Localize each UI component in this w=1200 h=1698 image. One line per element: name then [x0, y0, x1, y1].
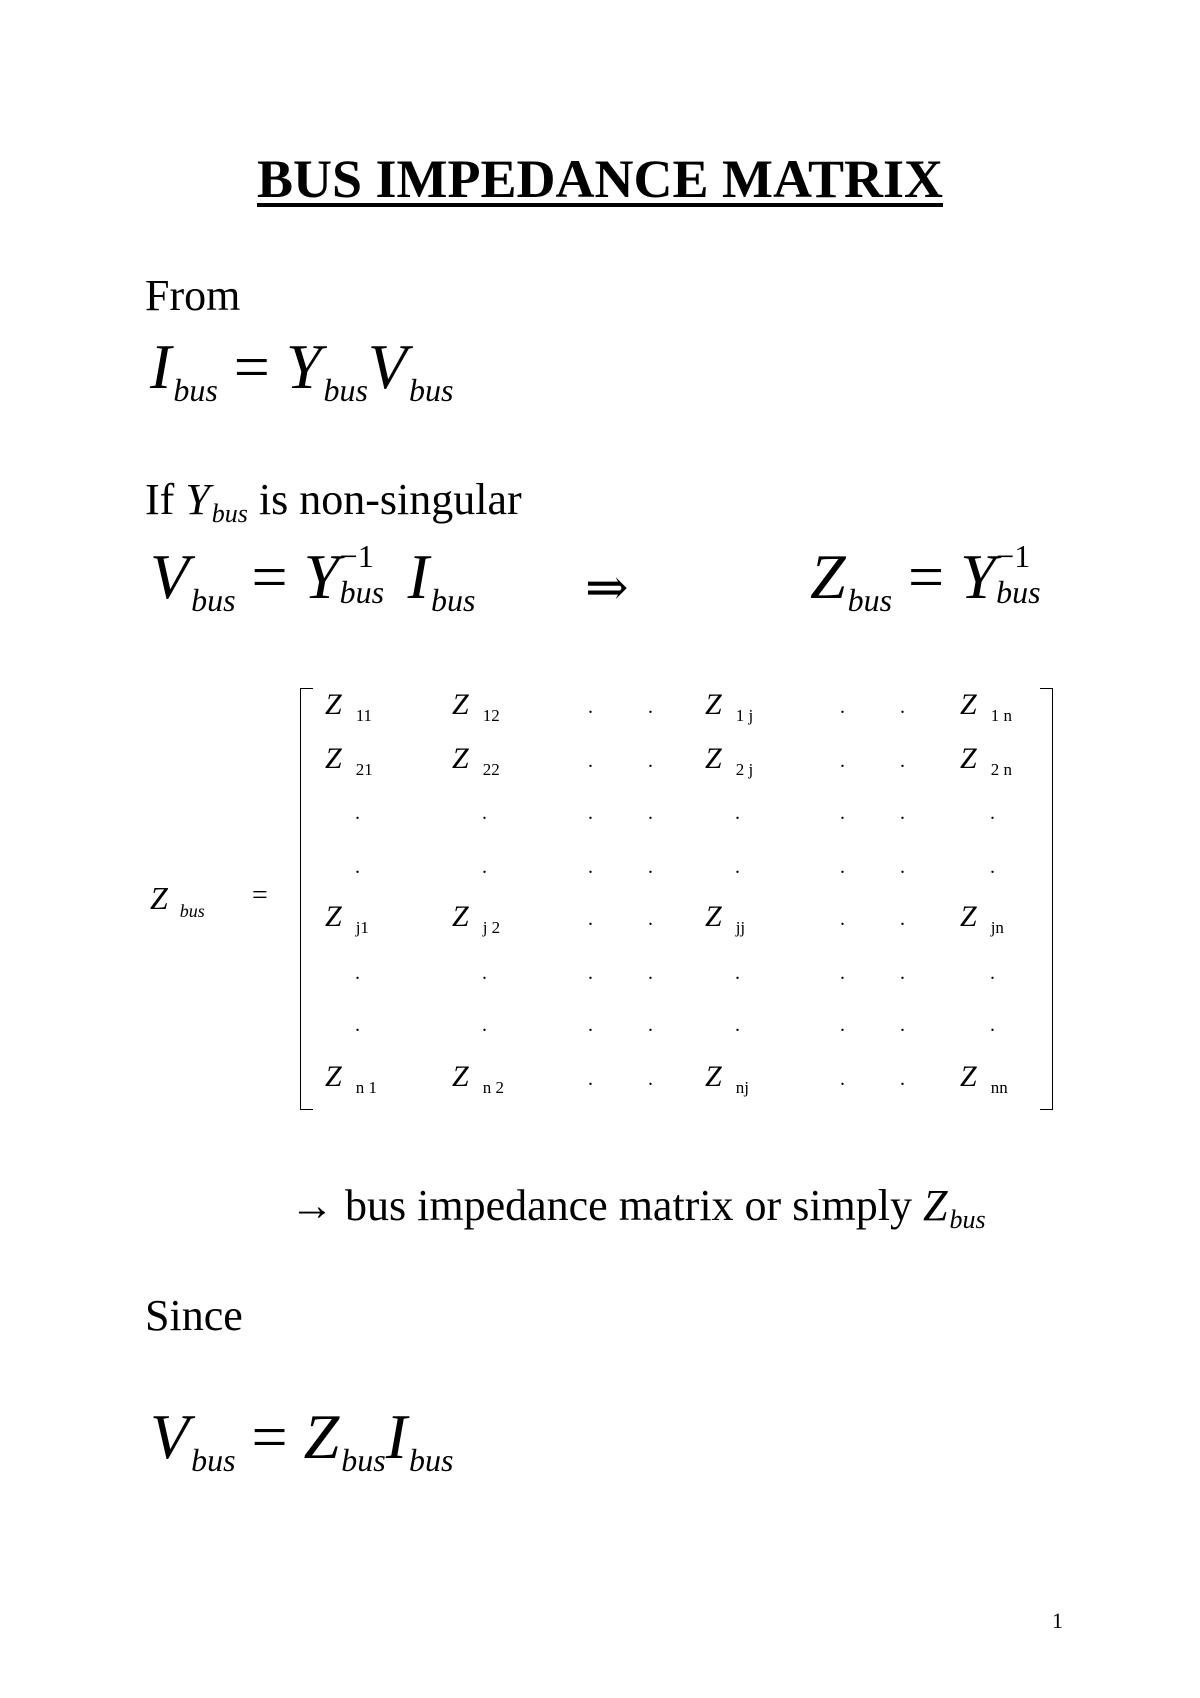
eq4-r1-sub: bus	[341, 1442, 386, 1479]
matrix-ellipsis-dot: .	[355, 802, 360, 824]
nonsingular-condition	[145, 474, 522, 529]
matrix-ellipsis-dot: .	[735, 856, 740, 878]
matrix-ellipsis-dot: .	[735, 802, 740, 824]
matrix-element-index: 2 n	[990, 760, 1012, 779]
matrix-ellipsis-dot: .	[482, 856, 487, 878]
eq1-r2-sub: bus	[409, 372, 454, 409]
zbus-description	[290, 1180, 986, 1235]
matrix-ellipsis-dot: .	[648, 750, 653, 772]
matrix-element-symbol: Z	[452, 742, 469, 775]
matrix-ellipsis-dot: .	[900, 1014, 905, 1036]
matrix-ellipsis-dot: .	[355, 856, 360, 878]
matrix-ellipsis-dot: .	[900, 750, 905, 772]
matrix-ellipsis-dot: .	[840, 856, 845, 878]
matrix-ellipsis-dot: .	[990, 1014, 995, 1036]
matrix-element-symbol: Z	[325, 742, 342, 775]
matrix-element-symbol: Z	[960, 900, 977, 933]
eq4-lhs: V	[150, 1401, 190, 1472]
condition-prefix: If	[145, 475, 186, 524]
matrix-ellipsis-dot: .	[840, 696, 845, 718]
matrix-equals: =	[252, 880, 268, 911]
matrix-element	[325, 900, 369, 938]
matrix-ellipsis-dot: .	[990, 856, 995, 878]
eq1-r1-sub: bus	[323, 372, 368, 409]
matrix-element-symbol: Z	[960, 688, 977, 721]
matrix-element	[705, 688, 753, 726]
matrix-ellipsis-dot: .	[840, 962, 845, 984]
matrix-element-index: jn	[990, 918, 1004, 937]
matrix-left-bracket	[300, 688, 313, 1110]
condition-var-sub: bus	[211, 499, 248, 528]
matrix-ellipsis-dot: .	[648, 1014, 653, 1036]
matrix-ellipsis-dot: .	[355, 962, 360, 984]
equation-zbus-definition	[810, 540, 1040, 619]
matrix-ellipsis-dot: .	[900, 856, 905, 878]
eq1-r2: V	[367, 331, 407, 402]
matrix-ellipsis-dot: .	[648, 962, 653, 984]
from-label: From	[145, 271, 241, 320]
matrix-element	[705, 742, 753, 780]
matrix-element-symbol: Z	[960, 1060, 977, 1093]
matrix-element	[960, 742, 1012, 780]
matrix-ellipsis-dot: .	[900, 908, 905, 930]
matrix-element-index: j 2	[482, 918, 501, 937]
eq1-r1: Y	[285, 331, 322, 402]
since-label: Since	[145, 1291, 243, 1340]
matrix-ellipsis-dot: .	[900, 802, 905, 824]
page-title: BUS IMPEDANCE MATRIX	[256, 149, 944, 209]
matrix-element-index: jj	[735, 918, 746, 937]
matrix-ellipsis-dot: .	[840, 1068, 845, 1090]
matrix-ellipsis-dot: .	[482, 1014, 487, 1036]
matrix-element-symbol: Z	[325, 688, 342, 721]
eq4-r2-sub: bus	[409, 1442, 454, 1479]
matrix-element-symbol: Z	[452, 1060, 469, 1093]
matrix-element-index: nj	[735, 1078, 749, 1097]
matrix-lhs-symbol: Z	[150, 880, 168, 916]
matrix-ellipsis-dot: .	[990, 802, 995, 824]
matrix-element-symbol: Z	[325, 1060, 342, 1093]
matrix-element	[705, 900, 745, 938]
matrix-element	[325, 742, 373, 780]
matrix-element-index: 1 j	[735, 706, 754, 725]
page-number: 1	[1052, 1608, 1063, 1633]
description-var: Z	[923, 1181, 948, 1230]
matrix-ellipsis-dot: .	[588, 802, 593, 824]
matrix-lhs	[150, 880, 205, 922]
eq4-r2: I	[385, 1401, 407, 1472]
matrix-ellipsis-dot: .	[900, 962, 905, 984]
matrix-ellipsis-dot: .	[355, 1014, 360, 1036]
eq3-r1-sub: bus	[996, 574, 1041, 610]
matrix-ellipsis-dot: .	[840, 750, 845, 772]
matrix-element-index: nn	[990, 1078, 1008, 1097]
matrix-ellipsis-dot: .	[588, 696, 593, 718]
eq2-r1: Y	[303, 541, 340, 612]
matrix-ellipsis-dot: .	[482, 802, 487, 824]
eq2-r1-sub: bus	[339, 574, 385, 610]
matrix-element	[452, 742, 500, 780]
matrix-element-symbol: Z	[452, 688, 469, 721]
implies-arrow: ⇒	[585, 560, 629, 617]
matrix-element-symbol: Z	[960, 742, 977, 775]
matrix-element	[452, 900, 500, 938]
matrix-ellipsis-dot: .	[648, 1068, 653, 1090]
equation-current-injection	[150, 330, 453, 409]
matrix-ellipsis-dot: .	[900, 696, 905, 718]
eq2-r1-sup: −1	[339, 538, 374, 574]
matrix-element-index: 12	[482, 706, 500, 725]
matrix-element	[325, 1060, 377, 1098]
matrix-ellipsis-dot: .	[840, 802, 845, 824]
matrix-element-symbol: Z	[452, 900, 469, 933]
matrix-element	[960, 688, 1012, 726]
matrix-element-symbol: Z	[705, 1060, 722, 1093]
matrix-ellipsis-dot: .	[648, 908, 653, 930]
matrix-element	[960, 900, 1004, 938]
matrix-ellipsis-dot: .	[990, 962, 995, 984]
eq2-r2: I	[407, 541, 429, 612]
matrix-element-index: 2 j	[735, 760, 754, 779]
eq3-r1-group	[960, 540, 1040, 614]
matrix-element-index: 22	[482, 760, 500, 779]
matrix-ellipsis-dot: .	[588, 856, 593, 878]
matrix-ellipsis-dot: .	[648, 802, 653, 824]
matrix-element-symbol: Z	[325, 900, 342, 933]
matrix-element-index: 21	[355, 760, 373, 779]
matrix-element-symbol: Z	[705, 742, 722, 775]
matrix-element-index: n 1	[355, 1078, 377, 1097]
eq2-op: =	[251, 541, 288, 612]
matrix-ellipsis-dot: .	[588, 962, 593, 984]
matrix-ellipsis-dot: .	[735, 962, 740, 984]
matrix-element-index: 1 n	[990, 706, 1012, 725]
eq1-op: =	[233, 331, 270, 402]
condition-suffix: is non-singular	[247, 475, 522, 524]
matrix-ellipsis-dot: .	[900, 1068, 905, 1090]
eq2-r2-sub: bus	[430, 582, 476, 619]
eq2-lhs: V	[150, 541, 190, 612]
eq1-lhs: I	[150, 331, 172, 402]
matrix-ellipsis-dot: .	[840, 908, 845, 930]
eq1-lhs-sub: bus	[173, 372, 218, 409]
matrix-ellipsis-dot: .	[735, 1014, 740, 1036]
matrix-element-index: 11	[355, 706, 373, 725]
matrix-element-symbol: Z	[705, 688, 722, 721]
matrix-ellipsis-dot: .	[588, 750, 593, 772]
eq3-op: =	[908, 541, 945, 612]
eq4-op: =	[251, 1401, 288, 1472]
matrix-element	[705, 1060, 749, 1098]
matrix-element-index: n 2	[482, 1078, 504, 1097]
matrix-element	[960, 1060, 1008, 1098]
description-var-sub: bus	[949, 1205, 986, 1234]
matrix-element-index: j1	[355, 918, 369, 937]
eq2-r1-group	[304, 540, 408, 614]
matrix-ellipsis-dot: .	[840, 1014, 845, 1036]
matrix-right-bracket	[1040, 688, 1053, 1110]
matrix-lhs-sub: bus	[179, 901, 205, 921]
matrix-ellipsis-dot: .	[648, 856, 653, 878]
matrix-ellipsis-dot: .	[648, 696, 653, 718]
matrix-element	[452, 688, 500, 726]
matrix-ellipsis-dot: .	[588, 1014, 593, 1036]
description-text: bus impedance matrix or simply	[334, 1181, 923, 1230]
eq3-lhs-sub: bus	[847, 582, 893, 619]
eq3-lhs: Z	[810, 541, 846, 612]
eq3-r1-sup: −1	[996, 538, 1031, 574]
matrix-ellipsis-dot: .	[588, 908, 593, 930]
eq2-lhs-sub: bus	[191, 582, 236, 619]
matrix-ellipsis-dot: .	[482, 962, 487, 984]
matrix-element-symbol: Z	[705, 900, 722, 933]
eq4-r1: Z	[303, 1401, 340, 1472]
matrix-element	[325, 688, 372, 726]
equation-voltage-zbus	[150, 1400, 453, 1479]
equation-voltage-inverse	[150, 540, 475, 619]
description-arrow: →	[290, 1181, 334, 1230]
matrix-ellipsis-dot: .	[588, 1068, 593, 1090]
matrix-element	[452, 1060, 504, 1098]
condition-var: Y	[185, 475, 210, 524]
eq4-lhs-sub: bus	[191, 1442, 236, 1479]
eq3-r1: Y	[960, 541, 996, 612]
